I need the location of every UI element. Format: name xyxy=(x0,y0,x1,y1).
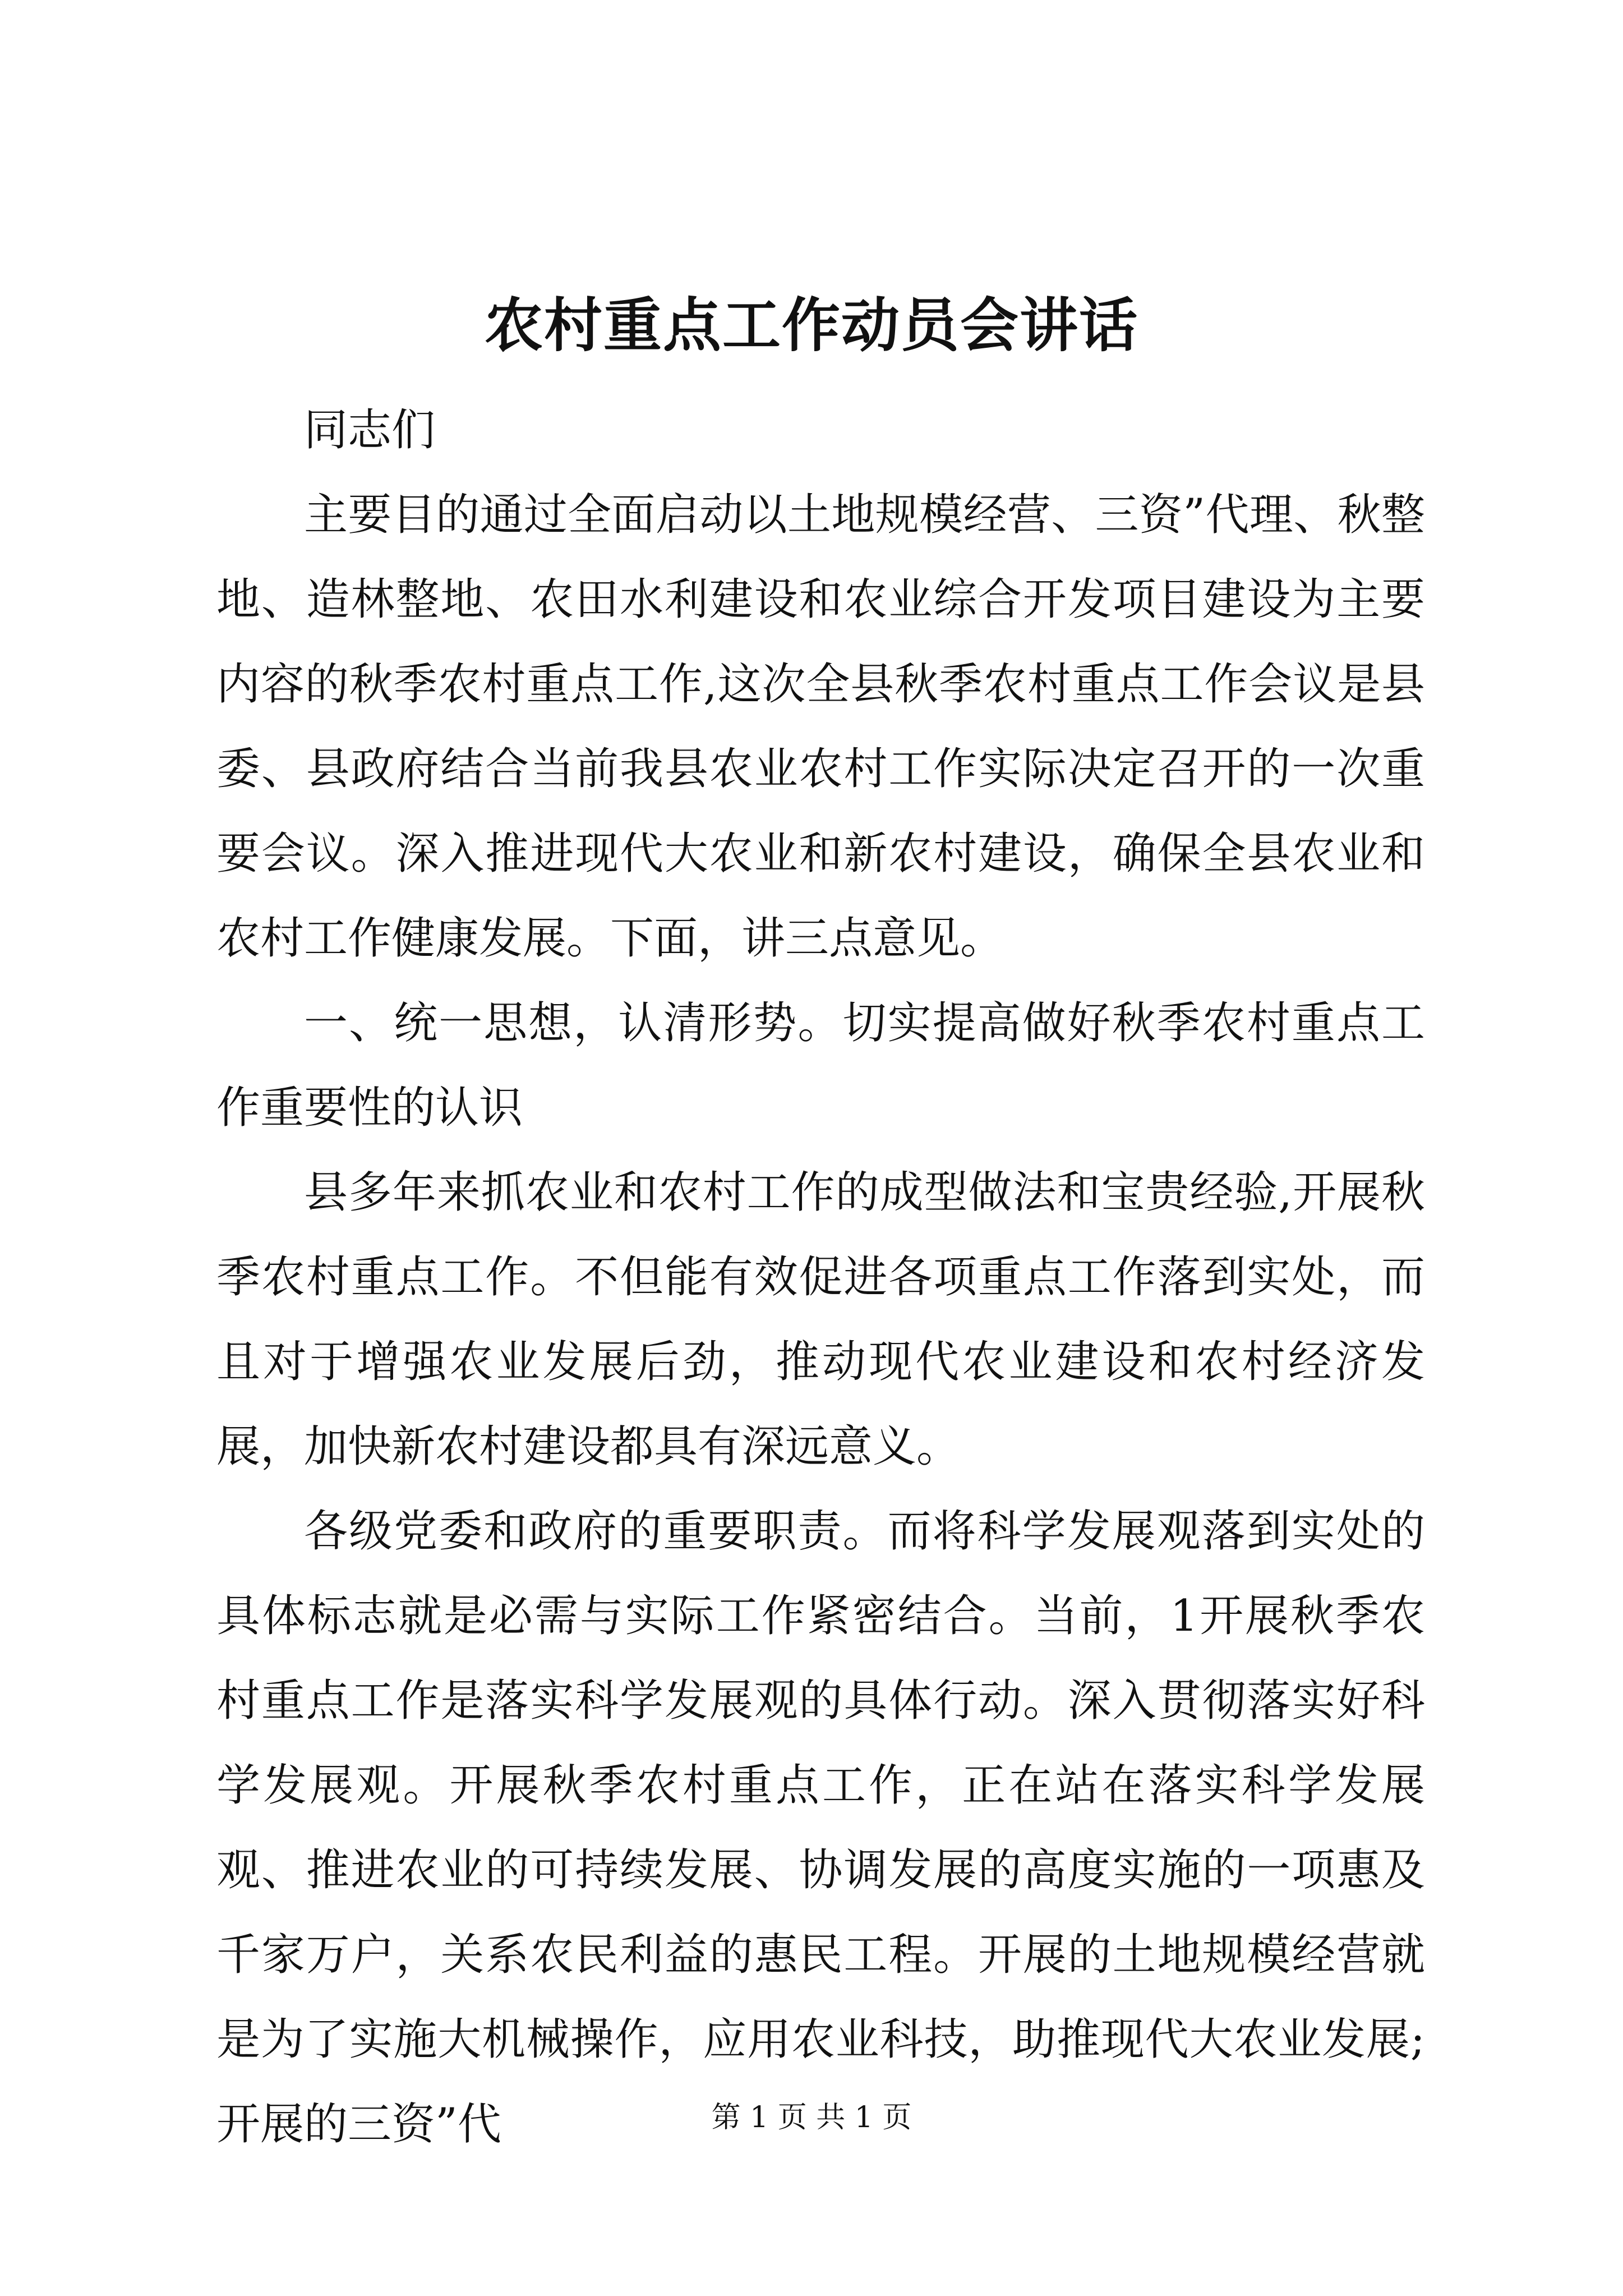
page-number-footer: 第 1 页 共 1 页 xyxy=(711,2101,912,2134)
body-paragraph: 各级党委和政府的重要职责。而将科学发展观落到实处的具体标志就是必需与实际工作紧密结合。当前，1开展秋季农村重点工作是落实科学发展观的具体行动。深入贯彻落实好科学发展观。开展秋季农村重点工作，正在站在落实科学发展观、推进农业的可持续发展、协调发展的高度实施的一项惠及千家万户，关系农民利益的惠民工程。开展的土地规模经营就是为了实施大机械操作，应用农业科技，助推现代大农业发展;开展的三资”代 xyxy=(216,1506,1425,2150)
body-paragraph: 县多年来抓农业和农村工作的成型做法和宝贵经验,开展秋季农村重点工作。不但能有效促进各项重点工作落到实处，而且对于增强农业发展后劲，推动现代农业建设和农村经济发展，加快新农村建设都具有深远意义。 xyxy=(216,1167,1425,1472)
document-title: 农村重点工作动员会讲话 xyxy=(484,291,1138,360)
document-body xyxy=(216,388,1425,2167)
body-paragraph: 主要目的通过全面启动以土地规模经营、三资”代理、秋整地、造林整地、农田水利建设和农业综合开发项目建设为主要内容的秋季农村重点工作,这次全县秋季农村重点工作会议是县委、县政府结合当前我县农业农村工作实际决定召开的一次重要会议。深入推进现代大农业和新农村建设，确保全县农业和农村工作健康发展。下面，讲三点意见。 xyxy=(216,490,1425,964)
section-heading-paragraph: 一、统一思想，认清形势。切实提高做好秋季农村重点工作重要性的认识 xyxy=(216,998,1425,1133)
salutation-paragraph: 同志们 xyxy=(304,405,436,455)
